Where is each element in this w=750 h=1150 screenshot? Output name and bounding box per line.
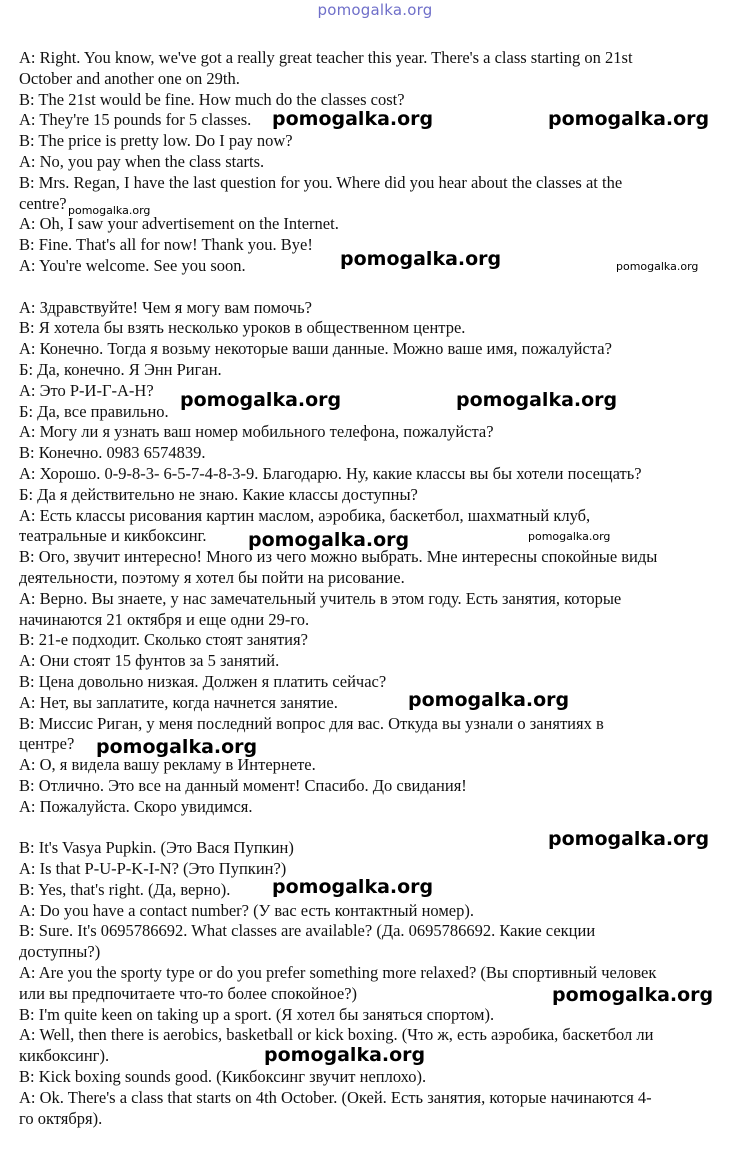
dialogue-line: В: Я хотела бы взять несколько уроков в общественном центре. <box>19 318 466 338</box>
dialogue-line: А: Могу ли я узнать ваш номер мобильного телефона, пожалуйста? <box>19 422 494 442</box>
dialogue-line: B: Kick boxing sounds good. (Кикбоксинг звучит неплохо). <box>19 1067 427 1087</box>
dialogue-line: B: Sure. It's 0695786692. What classes are available? (Да. 0695786692. Какие секции <box>19 921 596 941</box>
dialogue-line: A: Is that P-U-P-K-I-N? (Это Пупкин?) <box>19 859 287 879</box>
dialogue-line: A: Right. You know, we've got a really great teacher this year. There's a class starting on 21st <box>19 48 633 67</box>
dialogue-line: Б: Да, конечно. Я Энн Риган. <box>19 359 222 379</box>
dialogue-line: Б: Да, все правильно. <box>19 401 169 421</box>
watermark: pomogalka.org <box>548 108 710 130</box>
dialogue-line: центре? <box>19 734 75 754</box>
dialogue-line: B: Fine. That's all for now! Thank you. Bye! <box>19 235 313 255</box>
dialogue-line: В: Ого, звучит интересно! Много из чего можно выбрать. Мне интересны спокойные виды <box>19 547 658 567</box>
dialogue-line: Б: Да я действительно не знаю. Какие классы доступны? <box>19 484 418 504</box>
dialogue-line: деятельности, поэтому я хотел бы пойти на рисование. <box>19 567 405 587</box>
watermark: pomogalka.org <box>264 1044 426 1066</box>
dialogue-line: A: Do you have a contact number? (У вас есть контактный номер). <box>19 900 474 920</box>
dialogue-line: театральные и кикбоксинг. <box>19 526 207 546</box>
dialogue-line: А: Нет, вы заплатите, когда начнется занятие. <box>19 692 338 712</box>
dialogue-line: A: They're 15 pounds for 5 classes. <box>19 110 252 130</box>
dialogue-line: А: Конечно. Тогда я возьму некоторые ваши данные. Можно ваше имя, пожалуйста? <box>19 339 612 359</box>
watermark: pomogalka.org <box>96 736 258 758</box>
watermark: pomogalka.org <box>548 828 710 850</box>
dialogue-line: B: The price is pretty low. Do I pay now? <box>19 131 293 151</box>
dialogue-line: А: Есть классы рисования картин маслом, аэробика, баскетбол, шахматный клуб, <box>19 505 591 525</box>
watermark: pomogalka.org <box>408 689 570 711</box>
dialogue-line: A: Well, then there is aerobics, basketball or kick boxing. (Что ж, есть аэробика, баскетбол ли <box>19 1025 654 1045</box>
watermark: pomogalka.org <box>528 530 611 543</box>
dialogue-line: October and another one on 29th. <box>19 68 240 88</box>
dialogue-line: B: It's Vasya Pupkin. (Это Вася Пупкин) <box>19 838 294 858</box>
watermark: pomogalka.org <box>272 108 434 130</box>
dialogue-line: кикбоксинг). <box>19 1046 110 1066</box>
dialogue-line: В: Миссис Риган, у меня последний вопрос для вас. Откуда вы узнали о занятиях в <box>19 713 604 733</box>
dialogue-line: A: You're welcome. See you soon. <box>19 255 246 275</box>
dialogue-line: A: Ok. There's a class that starts on 4th October. (Окей. Есть занятия, которые начинаются 4- <box>19 1087 652 1107</box>
dialogue-line: B: Yes, that's right. (Да, верно). <box>19 879 231 899</box>
dialogue-line: В: Конечно. 0983 6574839. <box>19 443 206 463</box>
dialogue-line: centre? <box>19 193 67 213</box>
dialogue-line: A: No, you pay when the class starts. <box>19 151 265 171</box>
dialogue-line: доступны?) <box>19 942 101 962</box>
dialogue-line: B: The 21st would be fine. How much do the classes cost? <box>19 89 405 109</box>
dialogue-line: или вы предпочитаете что-то более спокойное?) <box>19 983 358 1003</box>
watermark: pomogalka.org <box>456 389 618 411</box>
watermark: pomogalka.org <box>68 204 151 217</box>
dialogue-line: В: Отлично. Это все на данный момент! Спасибо. До свидания! <box>19 775 467 795</box>
dialogue-line: А: Пожалуйста. Скоро увидимся. <box>19 796 253 816</box>
watermark: pomogalka.org <box>180 389 342 411</box>
dialogue-line: A: Are you the sporty type or do you prefer something more relaxed? (Вы спортивный человек <box>19 963 657 983</box>
english-dialogue-block <box>19 48 725 277</box>
dialogue-line: A: Oh, I saw your advertisement on the Internet. <box>19 214 339 234</box>
dialogue-line: В: Цена довольно низкая. Должен я платить сейчас? <box>19 671 387 691</box>
watermark: pomogalka.org <box>248 529 410 551</box>
site-header: pomogalka.org <box>317 1 433 19</box>
watermark: pomogalka.org <box>272 876 434 898</box>
dialogue-line: А: О, я видела вашу рекламу в Интернете. <box>19 755 316 775</box>
dialogue-line: B: I'm quite keen on taking up a sport. (Я хотел бы заняться спортом). <box>19 1004 495 1024</box>
dialogue-line: го октября). <box>19 1108 103 1128</box>
watermark: pomogalka.org <box>340 248 502 270</box>
watermark: pomogalka.org <box>616 260 699 273</box>
dialogue-line: А: Они стоят 15 фунтов за 5 занятий. <box>19 651 280 671</box>
dialogue-line: B: Mrs. Regan, I have the last question for you. Where did you hear about the classes at the <box>19 172 623 192</box>
dialogue-line: А: Хорошо. 0-9-8-3- 6-5-7-4-8-3-9. Благодарю. Ну, какие классы вы бы хотели посещать? <box>19 463 642 483</box>
dialogue-line: А: Это Р-И-Г-А-Н? <box>19 380 154 400</box>
watermark: pomogalka.org <box>552 984 714 1006</box>
dialogue-line: начинаются 21 октября и еще одни 29-го. <box>19 609 310 629</box>
dialogue-line: А: Здравствуйте! Чем я могу вам помочь? <box>19 297 312 317</box>
dialogue-line: В: 21-е подходит. Сколько стоят занятия? <box>19 630 308 650</box>
dialogue-line: А: Верно. Вы знаете, у нас замечательный учитель в этом году. Есть занятия, которые <box>19 588 622 608</box>
